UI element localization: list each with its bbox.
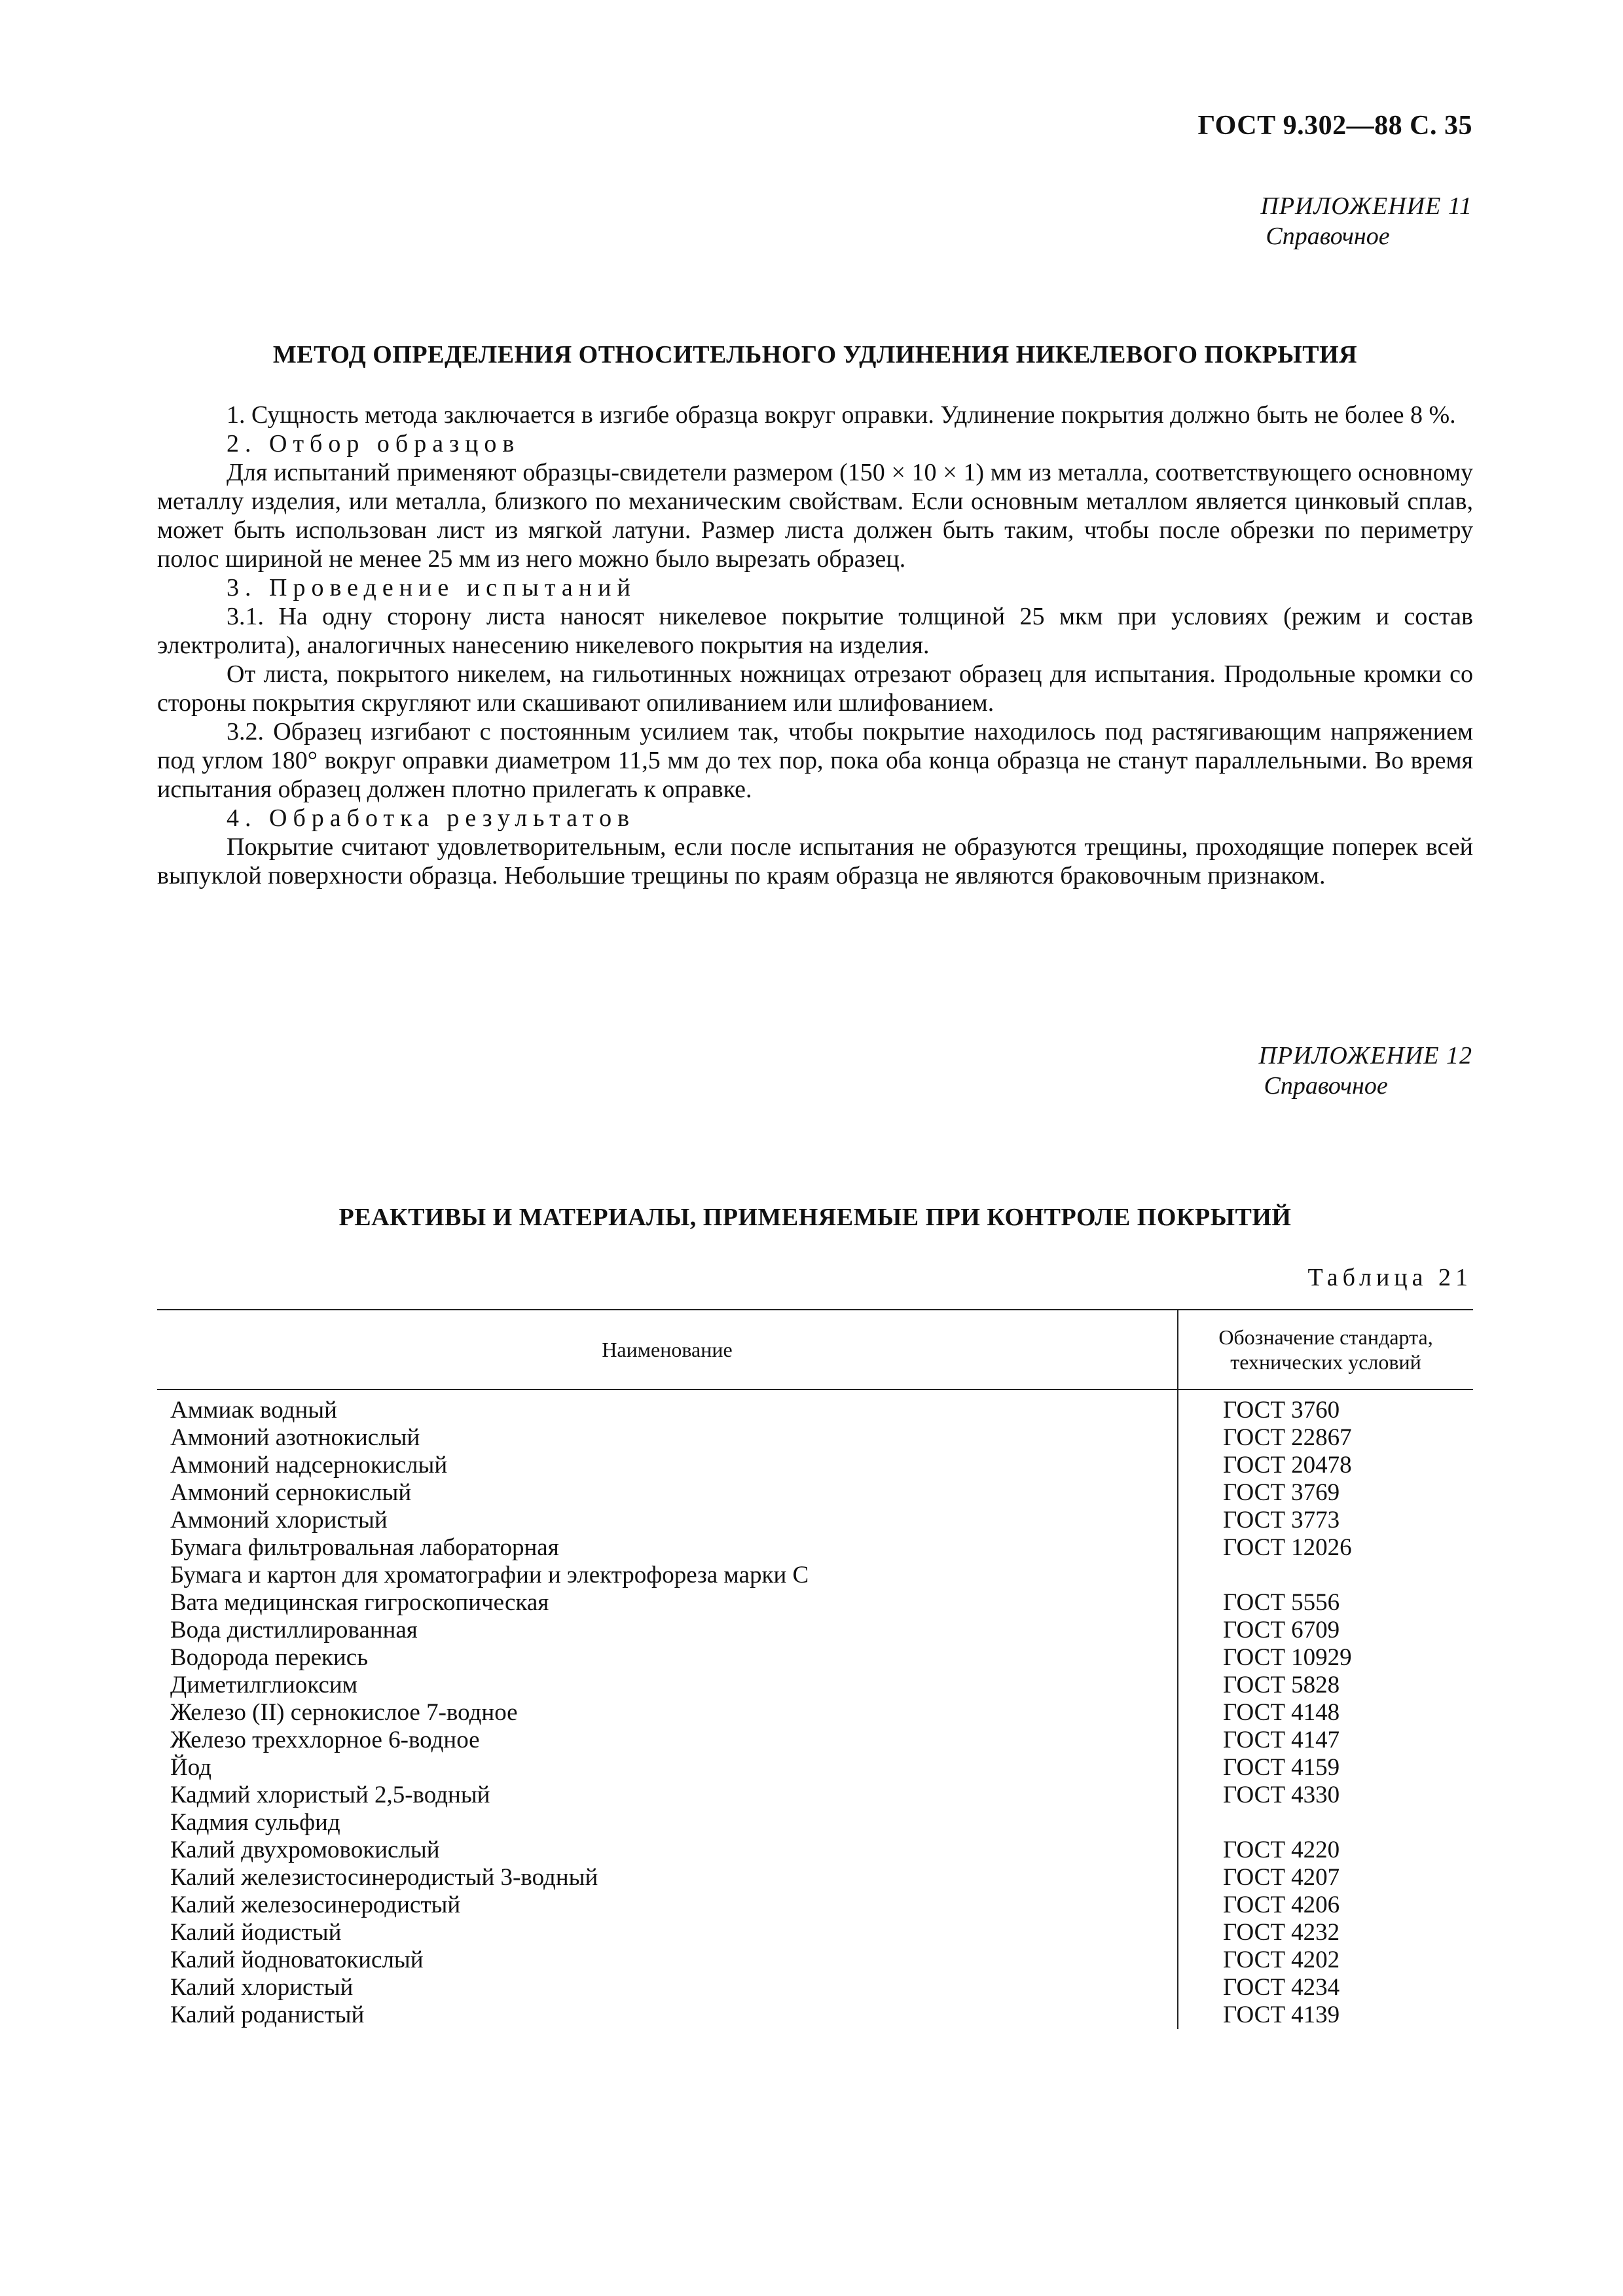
table-row-name: Калий хлористый <box>170 1974 354 2001</box>
table-row-standard: ГОСТ 3769 <box>1223 1479 1340 1506</box>
table-row-standard: ГОСТ 4207 <box>1223 1864 1340 1891</box>
column-name <box>157 1390 1177 2029</box>
table-row-name: Аммиак водный <box>170 1397 337 1424</box>
section-2-title: РЕАКТИВЫ И МАТЕРИАЛЫ, ПРИМЕНЯЕМЫЕ ПРИ КОНТРОЛЕ ПОКРЫТИЙ <box>338 1204 1292 1231</box>
table-row-standard: ГОСТ 4330 <box>1223 1782 1340 1808</box>
table-row-name: Аммоний сернокислый <box>170 1479 412 1506</box>
heading-4: 4. Обработка результатов <box>227 804 636 832</box>
column-header-name: Наименование <box>602 1337 733 1361</box>
table-row-standard: ГОСТ 22867 <box>1223 1424 1352 1451</box>
column-header-standard-line1: Обозначение стандарта, <box>1218 1325 1433 1349</box>
table-row-name: Железо (II) сернокислое 7-водное <box>170 1699 518 1726</box>
table-row-standard: ГОСТ 4148 <box>1223 1699 1340 1726</box>
table-row-name: Калий железистосинеродистый 3-водный <box>170 1864 598 1891</box>
table-row-name: Аммоний хлористый <box>170 1507 388 1534</box>
paragraph-1: 1. Сущность метода заключается в изгибе образца вокруг оправки. Удлинение покрытия должно быть не более 8 %. <box>227 401 1456 429</box>
reagents-table <box>157 1309 1473 2029</box>
appendix-12-number: ПРИЛОЖЕНИЕ 12 <box>1258 1042 1472 1069</box>
table-caption: Таблица 21 <box>1307 1264 1472 1291</box>
table-row-name: Вата медицинская гигроскопическая <box>170 1589 549 1616</box>
table-row-name: Калий роданистый <box>170 2001 365 2028</box>
table-row-standard: ГОСТ 12026 <box>1223 1534 1352 1561</box>
table-row-name: Кадмия сульфид <box>170 1809 340 1836</box>
appendix-12-label <box>1259 1041 1472 1101</box>
table-row-name: Водорода перекись <box>170 1644 369 1671</box>
table-row-standard <box>1223 1809 1473 1837</box>
table-row-standard: ГОСТ 4147 <box>1223 1727 1340 1753</box>
paragraph-2: Для испытаний применяют образцы-свидетели размером (150 × 10 × 1) мм из металла, соответствующего основному металлу изделия, или металла, близкого по механическим свойствам. Если основным металлом является цинковый сплав, может быть использован лист из мягкой латуни. Размер листа должен быть таким, чтобы после обрезки по периметру полос шириной не менее 25 мм из него можно было вырезать образец. <box>157 459 1473 573</box>
table-row-standard: ГОСТ 4139 <box>1223 2001 1340 2028</box>
table-row-standard: ГОСТ 20478 <box>1223 1452 1352 1479</box>
table-row-standard: ГОСТ 4206 <box>1223 1892 1340 1918</box>
table-row-name: Калий железосинеродистый <box>170 1892 461 1918</box>
table-row-name: Калий йодистый <box>170 1919 342 1946</box>
table-row-standard: ГОСТ 6709 <box>1223 1617 1340 1643</box>
paragraph-3-2: 3.2. Образец изгибают с постоянным усилием так, чтобы покрытие находилось под растягивающим напряжением под углом 180° вокруг оправки диаметром 11,5 мм до тех пор, пока оба конца образца не станут параллельными. Во время испытания образец должен плотно прилегать к оправке. <box>157 718 1473 803</box>
appendix-11-type: Справочное <box>1266 223 1390 250</box>
section-1-title: МЕТОД ОПРЕДЕЛЕНИЯ ОТНОСИТЕЛЬНОГО УДЛИНЕНИЯ НИКЕЛЕВОГО ПОКРЫТИЯ <box>272 341 1358 368</box>
column-header-standard <box>1177 1310 1473 1389</box>
paragraph-4: Покрытие считают удовлетворительным, если после испытания не образуются трещины, проходящие поперек всей выпуклой поверхности образца. Небольшие трещины по краям образца не являются браковочным признаком. <box>157 833 1473 889</box>
table-row-standard: ГОСТ 3760 <box>1223 1397 1340 1424</box>
table-row-standard: ГОСТ 4220 <box>1223 1837 1340 1863</box>
section-1-body <box>157 401 1473 890</box>
table-row-name: Бумага фильтровальная лабораторная <box>170 1534 559 1561</box>
page-header: ГОСТ 9.302—88 С. 35 <box>1197 111 1472 141</box>
appendix-11-label <box>1260 191 1472 251</box>
table-body <box>157 1390 1473 2029</box>
paragraph-3-1b: От листа, покрытого никелем, на гильотинных ножницах отрезают образец для испытания. Продольные кромки со стороны покрытия скругляют или скашивают опиливанием или шлифованием. <box>157 660 1473 717</box>
table-row-name: Кадмий хлористый 2,5-водный <box>170 1782 490 1808</box>
table-row-standard: ГОСТ 4202 <box>1223 1946 1340 1973</box>
table-row-standard: ГОСТ 3773 <box>1223 1507 1340 1534</box>
table-row-standard: ГОСТ 10929 <box>1223 1644 1352 1671</box>
table-row-name: Аммоний надсернокислый <box>170 1452 448 1479</box>
table-row-standard <box>1223 1562 1473 1589</box>
table-row-standard: ГОСТ 5828 <box>1223 1672 1340 1698</box>
table-row-name: Калий йодноватокислый <box>170 1946 424 1973</box>
table-row-name: Аммоний азотнокислый <box>170 1424 420 1451</box>
paragraph-3-1: 3.1. На одну сторону листа наносят никелевое покрытие толщиной 25 мкм при условиях (режим и состав электролита), аналогичных нанесению никелевого покрытия на изделия. <box>157 603 1473 659</box>
table-row-standard: ГОСТ 4159 <box>1223 1754 1340 1781</box>
table-row-name: Железо треххлорное 6-водное <box>170 1727 480 1753</box>
table-row-name: Бумага и картон для хроматографии и электрофореза марки С <box>170 1562 809 1588</box>
table-row-standard: ГОСТ 4232 <box>1223 1919 1340 1946</box>
table-row-name: Диметилглиоксим <box>170 1672 358 1698</box>
appendix-12-type: Справочное <box>1264 1072 1388 1100</box>
heading-3: 3. Проведение испытаний <box>227 574 636 601</box>
table-header <box>157 1310 1473 1390</box>
table-row-standard: ГОСТ 5556 <box>1223 1589 1340 1616</box>
column-header-standard-line2: технических условий <box>1230 1350 1421 1374</box>
table-row-name: Калий двухромовокислый <box>170 1837 440 1863</box>
appendix-11-number: ПРИЛОЖЕНИЕ 11 <box>1260 192 1472 220</box>
heading-2: 2. Отбор образцов <box>227 430 520 457</box>
column-standard <box>1177 1390 1473 2029</box>
table-row-standard: ГОСТ 4234 <box>1223 1974 1340 2001</box>
table-row-name: Вода дистиллированная <box>170 1617 418 1643</box>
table-row-name: Йод <box>170 1754 211 1781</box>
